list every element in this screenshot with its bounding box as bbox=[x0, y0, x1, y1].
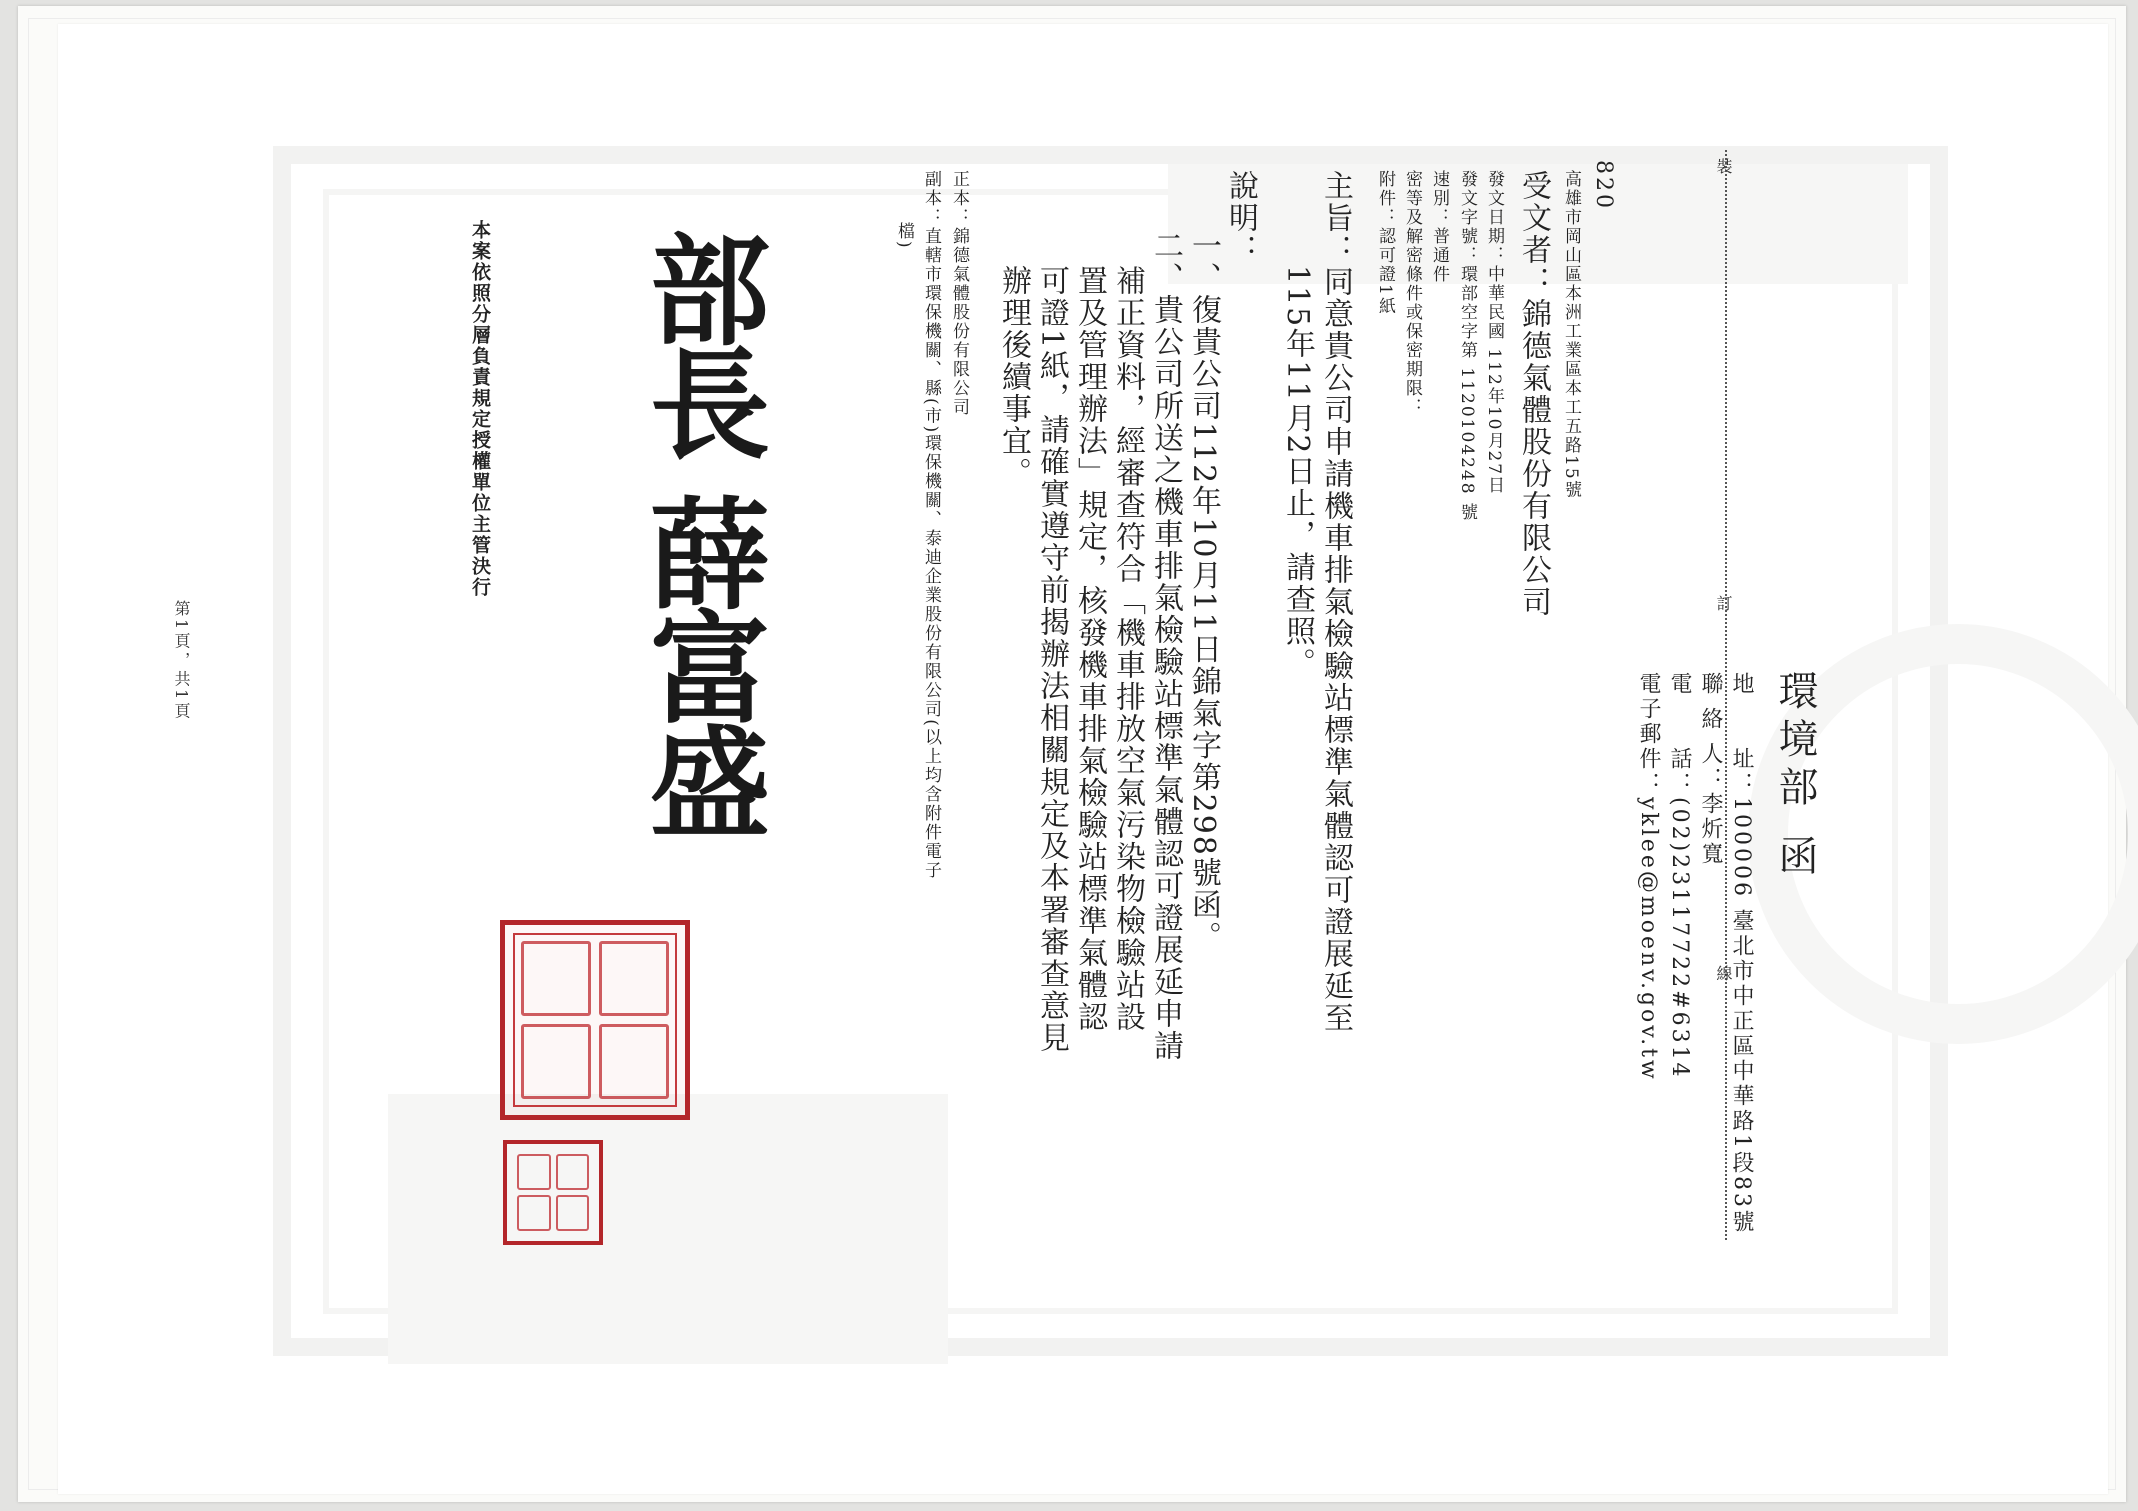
date-label: 發文日期： bbox=[1484, 170, 1504, 265]
sender-address bbox=[1730, 672, 1752, 1235]
copy-recipients-line-2: 檔) bbox=[894, 222, 914, 250]
doc-no-value: 環部空字第 1120104248 號 bbox=[1457, 265, 1477, 522]
subject-line-2: 115年11月2日止，請查照。 bbox=[1280, 265, 1315, 680]
official-seal-large bbox=[500, 920, 690, 1120]
subject-label: 主旨： bbox=[1318, 170, 1353, 266]
copy-label: 副本： bbox=[921, 170, 941, 227]
contact-value: 李炘寬 bbox=[1698, 792, 1723, 867]
document-number bbox=[1458, 170, 1475, 522]
binding-mark: 線 bbox=[1714, 965, 1733, 981]
phone-label: 電 話： bbox=[1667, 672, 1692, 797]
explanation-item-2-line-3: 置及管理辦法」規定，核發機車排氣檢驗站標準氣體認 bbox=[1072, 265, 1107, 1033]
recipient-label: 受文者： bbox=[1516, 170, 1551, 298]
signature: 部長 薛富盛 bbox=[630, 228, 771, 834]
original-recipient bbox=[950, 170, 967, 417]
recipient-value: 錦德氣體股份有限公司 bbox=[1516, 298, 1551, 618]
issue-date bbox=[1485, 170, 1502, 495]
seal-glyph bbox=[556, 1195, 590, 1231]
speed-label: 速別： bbox=[1429, 170, 1449, 227]
seal-glyph bbox=[599, 1024, 669, 1099]
sender-email bbox=[1637, 672, 1659, 1082]
copy-value: 直轄市環保機關、縣(市)環保機關、泰迪企業股份有限公司(以上均含附件電子 bbox=[921, 227, 941, 880]
seal-glyph bbox=[517, 1195, 551, 1231]
secrecy-level bbox=[1403, 170, 1420, 417]
attachment-value: 認可證1紙 bbox=[1375, 227, 1395, 316]
seal-glyph bbox=[521, 941, 591, 1016]
seal-glyph bbox=[556, 1154, 590, 1190]
binding-mark: 訂 bbox=[1714, 595, 1733, 611]
explanation-item-2-line-5: 辦理後續事宜。 bbox=[996, 265, 1031, 489]
sender-phone bbox=[1668, 672, 1690, 1080]
delivery-speed bbox=[1430, 170, 1447, 284]
explanation-item-2-line-4: 可證1紙，請確實遵守前揭辦法相關規定及本署審查意見 bbox=[1034, 265, 1069, 1055]
email-label: 電子郵件： bbox=[1636, 672, 1661, 797]
page-number: 第1頁，共1頁 bbox=[172, 600, 191, 722]
explanation-item-2-line-2: 補正資料，經審查符合「機車排放空氣污染物檢驗站設 bbox=[1110, 265, 1145, 1033]
original-label: 正本： bbox=[949, 170, 969, 227]
doc-no-label: 發文字號： bbox=[1457, 170, 1477, 265]
sender-contact bbox=[1699, 672, 1721, 867]
official-seal-small bbox=[503, 1140, 603, 1245]
delegation-note: 本案依照分層負責規定授權單位主管決行 bbox=[469, 220, 491, 598]
binding-line bbox=[1725, 150, 1727, 1240]
subject-line-1 bbox=[1318, 170, 1353, 1034]
binding-mark: 裝 bbox=[1714, 158, 1733, 174]
original-value: 錦德氣體股份有限公司 bbox=[949, 227, 969, 417]
seal-glyph bbox=[599, 941, 669, 1016]
date-value: 中華民國 112年10月27日 bbox=[1484, 265, 1504, 496]
postal-code: 820 bbox=[1591, 160, 1616, 211]
attachment-label: 附件： bbox=[1375, 170, 1395, 227]
seal-glyph bbox=[521, 1024, 591, 1099]
recipient-address: 高雄市岡山區本洲工業區本工五路15號 bbox=[1561, 170, 1581, 500]
recipient-line bbox=[1516, 170, 1551, 618]
secrecy-label: 密等及解密條件或保密期限： bbox=[1402, 170, 1422, 417]
email-value: yklee@moenv.gov.tw bbox=[1636, 797, 1661, 1082]
subject-text: 同意貴公司申請機車排氣檢驗站標準氣體認可證展延至 bbox=[1318, 266, 1353, 1034]
address-value: 100006 臺北市中正區中華路1段83號 bbox=[1729, 797, 1754, 1235]
agency-title: 環境部 函 bbox=[1772, 670, 1818, 883]
copy-recipients-line-1 bbox=[922, 170, 939, 880]
phone-value: (02)23117722#6314 bbox=[1667, 797, 1692, 1080]
explanation-item-2-line-1: 二、貴公司所送之機車排氣檢驗站標準氣體認可證展延申請 bbox=[1148, 230, 1183, 1062]
attachment bbox=[1376, 170, 1393, 316]
seal-glyph bbox=[517, 1154, 551, 1190]
speed-value: 普通件 bbox=[1429, 227, 1449, 284]
contact-label: 聯 絡 人： bbox=[1698, 672, 1723, 792]
explanation-item-1: 一、復貴公司112年10月11日錦氣字第298號函。 bbox=[1186, 230, 1221, 953]
explanation-label: 說明： bbox=[1223, 170, 1258, 266]
address-label: 地 址： bbox=[1729, 672, 1754, 797]
